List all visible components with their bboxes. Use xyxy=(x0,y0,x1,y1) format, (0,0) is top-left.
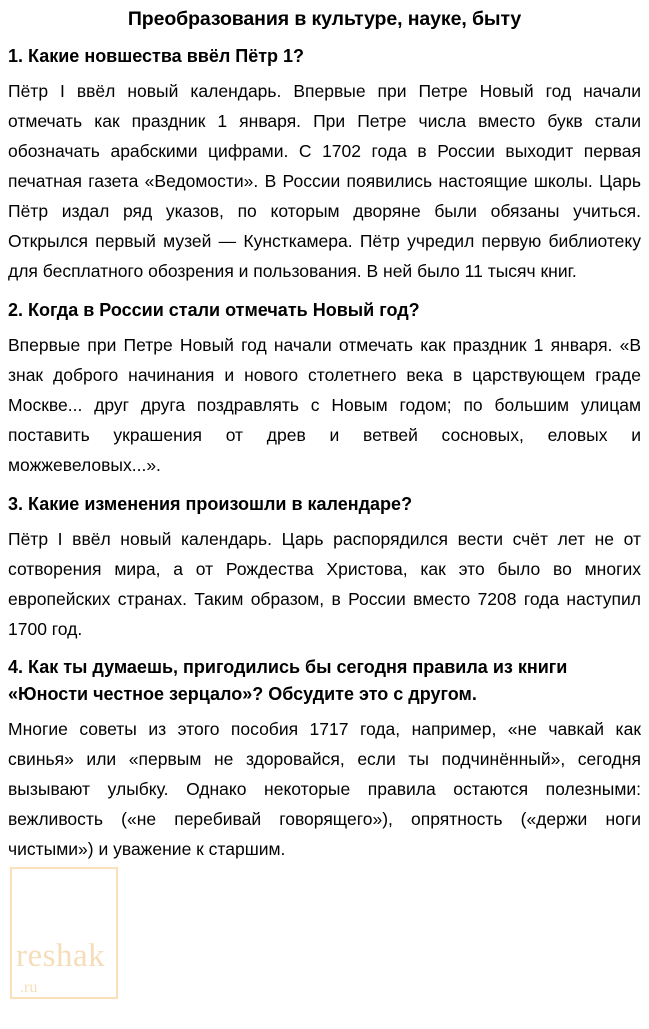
question-heading-3: 3. Какие изменения произошли в календаре? xyxy=(8,494,413,514)
question-heading-1: 1. Какие новшества ввёл Пётр 1? xyxy=(8,46,305,66)
answer-text-2: Впервые при Петре Новый год начали отмечать как праздник 1 января. «В знак доброго начинания и нового столетнего века в царствующем граде Москве... друг друга поздравлять с Новым годом; по большим улицам поставить украшения от древ и ветвей сосновых, еловых и можжевеловых...». xyxy=(8,335,641,475)
answer-text-3: Пётр I ввёл новый календарь. Царь распорядился вести счёт лет не от сотворения мира, а от Рождества Христова, как это было во многих европейских странах. Таким образом, в России вместо 7208 года наступил 1700 год. xyxy=(8,529,641,639)
watermark-box xyxy=(10,867,118,999)
watermark xyxy=(4,865,154,1015)
watermark-subtext: .ru xyxy=(20,979,38,996)
page-title: Преобразования в культуре, науке, быту xyxy=(127,8,522,30)
watermark-text: reshak xyxy=(16,938,106,974)
answer-text-4: Многие советы из этого пособия 1717 года, например, «не чавкай как свинья» или «первым не здоровайся, если ты подчинённый», сегодня вызывают улыбку. Однако некоторые правила остаются полезными: вежливость («не перебивай говорящего»), опрятность («держи ноги чистыми») и уважение к старшим. xyxy=(8,719,641,859)
question-heading-2: 2. Когда в России стали отмечать Новый год? xyxy=(8,300,420,320)
answer-text-1: Пётр I ввёл новый календарь. Впервые при Петре Новый год начали отмечать как праздник 1 января. При Петре числа вместо букв стали обозначать арабскими цифрами. С 1702 года в России выходит первая печатная газета «Ведомости». В России появились настоящие школы. Царь Пётр издал ряд указов, по которым дворяне были обязаны учиться. Открылся первый музей — Кунсткамера. Пётр учредил первую библиотеку для бесплатного обозрения и пользования. В ней было 11 тысяч книг. xyxy=(8,81,641,281)
question-heading-4: 4. Как ты думаешь, пригодились бы сегодня правила из книги «Юности честное зерцало»? Обсудите это с другом. xyxy=(8,657,568,704)
